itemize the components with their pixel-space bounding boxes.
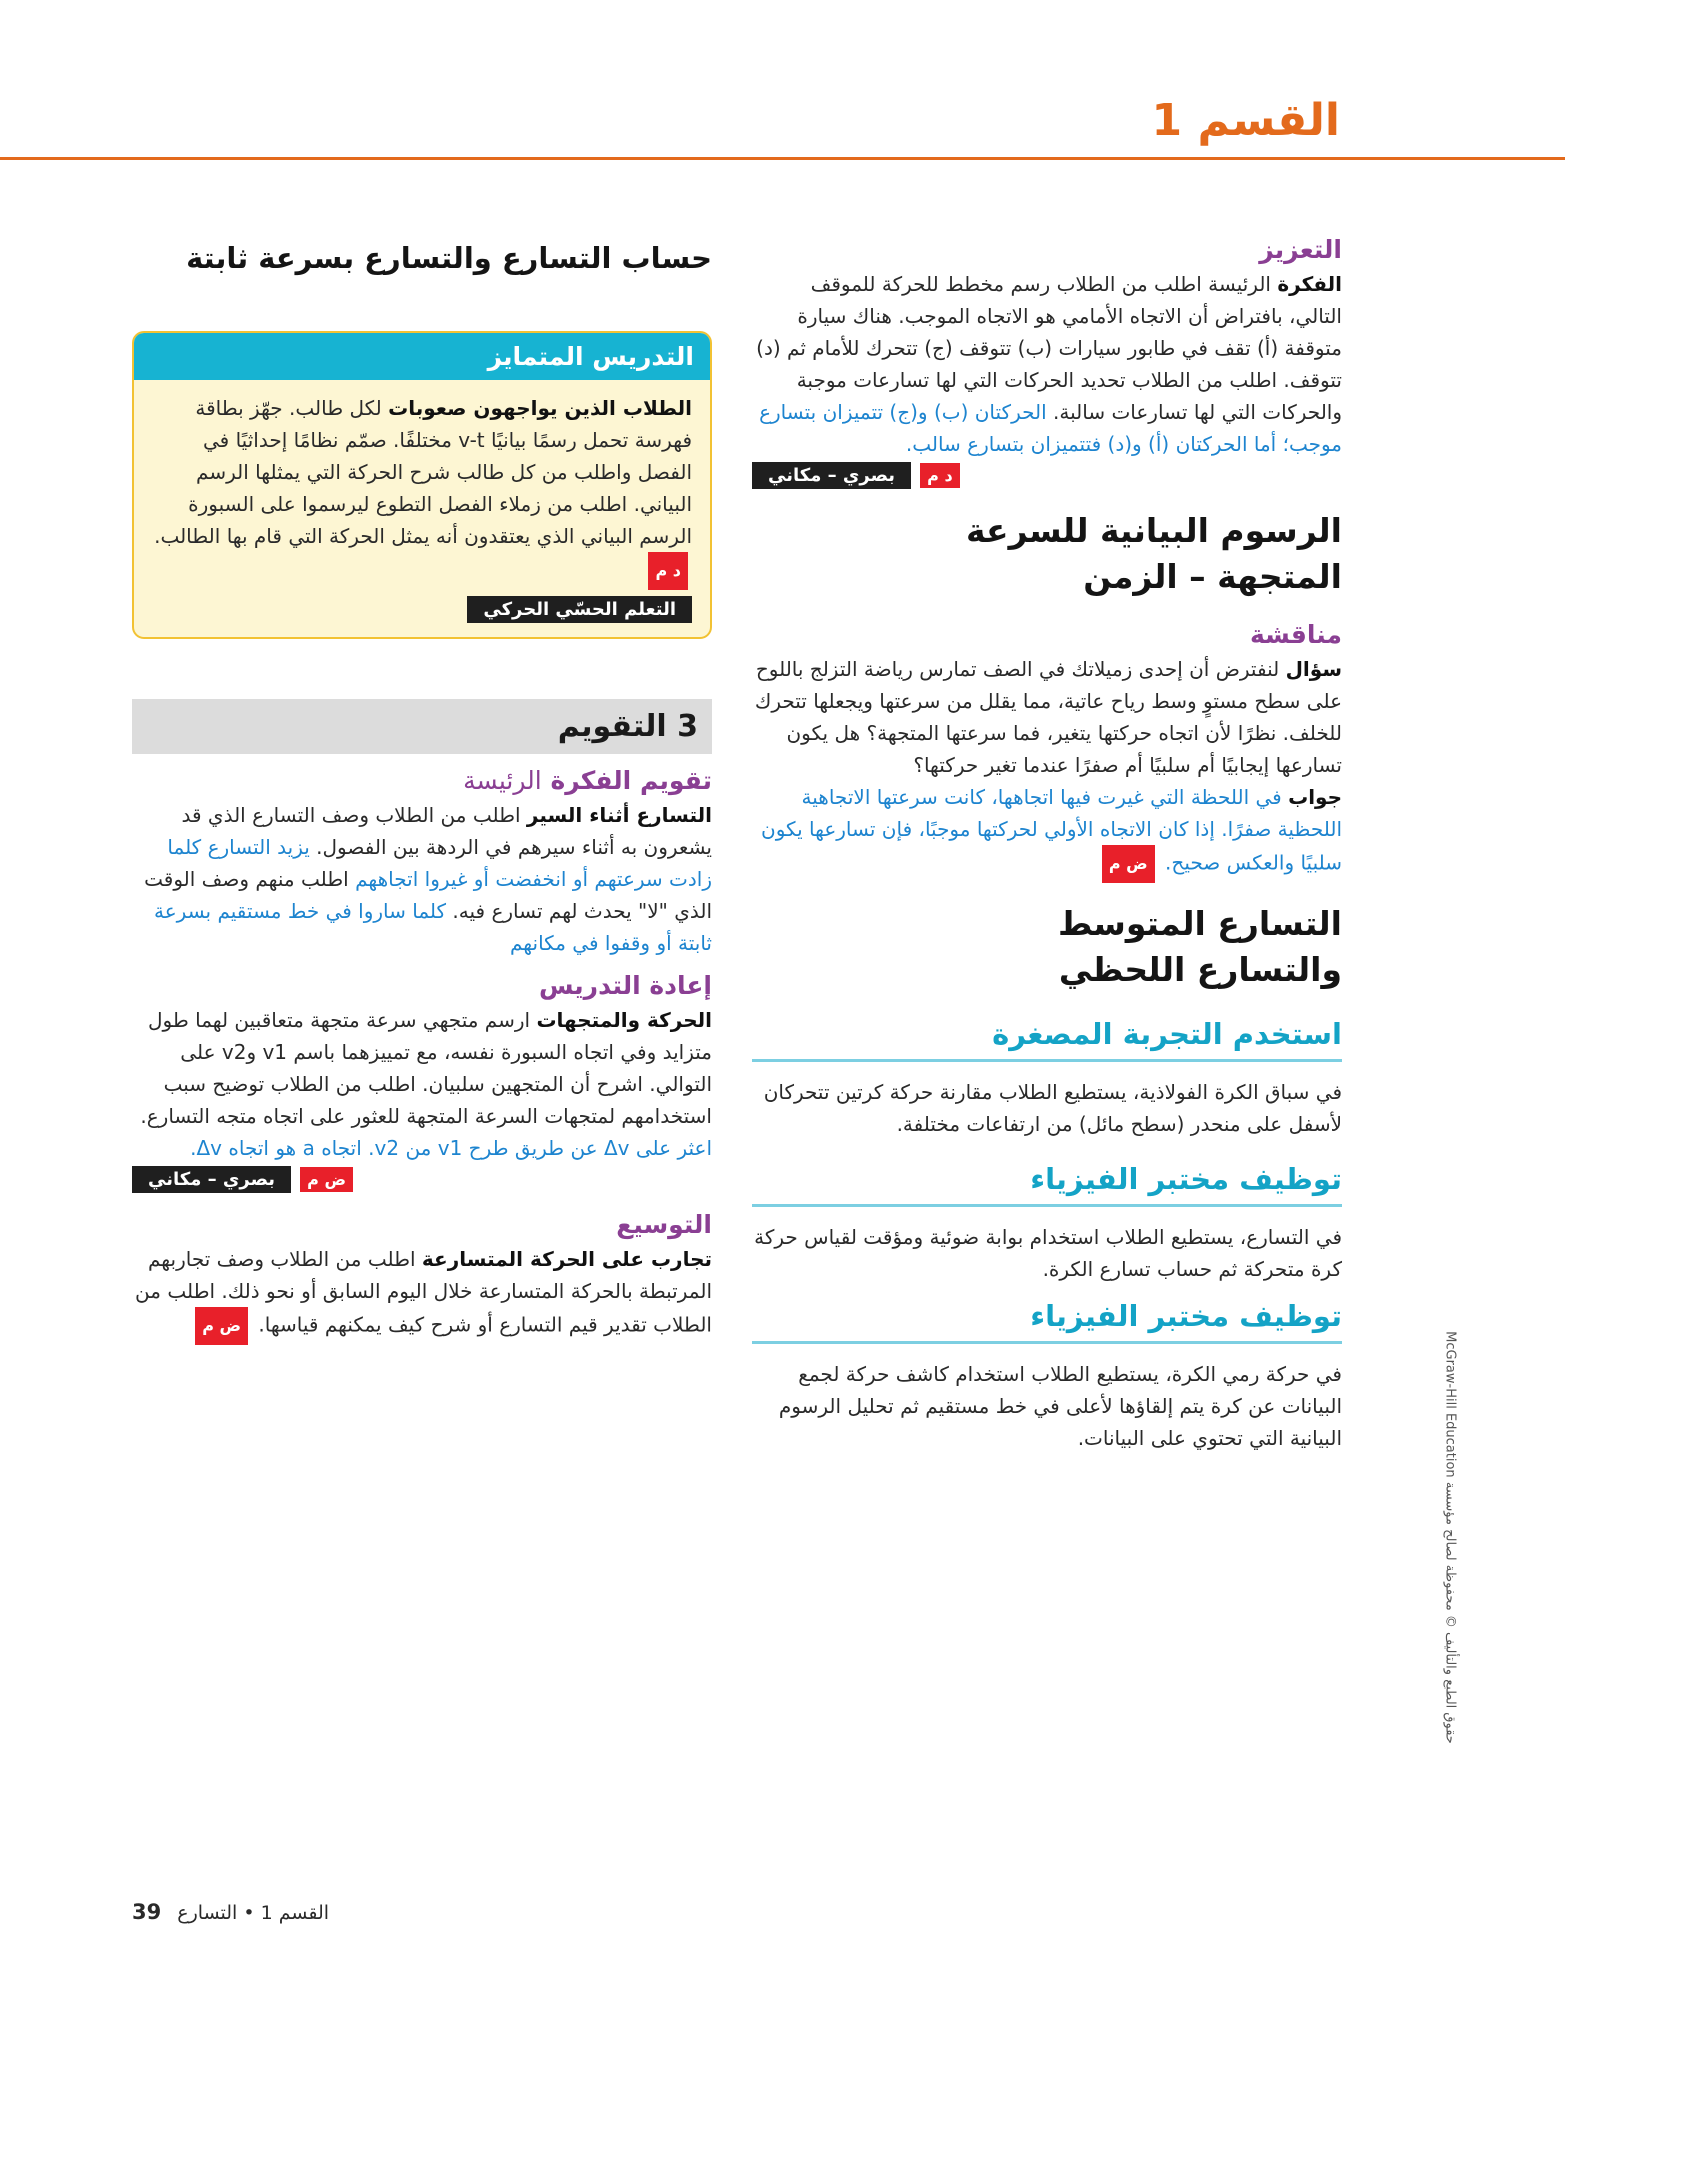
- extension-body: اطلب من الطلاب وصف تجاربهم المرتبطة بالحركة المتسارعة خلال اليوم السابق أو نحو ذلك. اطلب من الطلاب تقدير قيم التسارع أو شرح كيف يمكنهم قياسها.: [135, 1247, 712, 1337]
- footer-section-text: القسم 1 • التسارع: [177, 1902, 330, 1924]
- graphs-heading: الرسوم البيانية للسرعة المتجهة – الزمن: [966, 511, 1342, 596]
- assessment-heading: 3 التقويم: [132, 699, 712, 754]
- discussion-question: [752, 653, 1342, 781]
- reinforcement-body: الرئيسة اطلب من الطلاب رسم مخطط للحركة للموقف التالي، بافتراض أن الاتجاه الأمامي هو الاتجاه الموجب. هناك سيارة متوقفة (أ) تقف في طابور سيارات (ب) تتوقف (ج) تتحرك للأمام ثم (د) تتوقف. اطلب من الطلاب تحديد الحركات التي لها تسارعات موجبة والحركات التي لها تسارعات سالبة.: [756, 272, 1342, 424]
- reinforcement-heading: التعزيز: [1259, 235, 1342, 264]
- extension-label: تجارب على الحركة المتسارعة: [421, 1247, 712, 1271]
- physics-lab-block-2: [752, 1299, 1342, 1454]
- reteach-heading: إعادة التدريس: [538, 971, 712, 1000]
- average-acceleration-heading: التسارع المتوسط والتسارع اللحظي: [1058, 904, 1342, 989]
- learning-style-tag: بصري – مكاني: [752, 462, 911, 489]
- mini-lab-block: [752, 1017, 1342, 1140]
- differentiated-body-text: لكل طالب. جهّز بطاقة فهرسة تحمل رسمًا بيانيًا v-t مختلفًا. صمّم نظامًا إحداثيًا في الفصل واطلب من كل طالب شرح الحركة التي يمثلها الرسم البياني. اطلب من زملاء الفصل التطوع ليرسموا على السبورة الرسم البياني الذي يعتقدون أنه يمثل الحركة التي قام بها الطالب.: [154, 396, 692, 548]
- mini-lab-heading: استخدم التجربة المصغرة: [752, 1017, 1342, 1062]
- reinforcement-answer: الحركتان (ب) و(ج) تتميزان بتسارع موجب؛ أما الحركتان (أ) و(د) فتتميزان بتسارع سالب.: [759, 400, 1342, 456]
- extension-block: [132, 1210, 712, 1345]
- check-body-2: اطلب منهم وصف الوقت الذي "لا" يحدث لهم تسارع فيه.: [144, 867, 712, 923]
- reteach-tags: [132, 1166, 712, 1198]
- check-heading-light: الرئيسة: [463, 766, 542, 795]
- differentiated-instruction-box: [132, 331, 712, 639]
- check-main-idea-heading: [132, 766, 712, 795]
- discussion-block: [752, 620, 1342, 883]
- differentiated-label: الطلاب الذين يواجهون صعوبات: [388, 396, 692, 420]
- left-column: [132, 235, 712, 1345]
- page-number: 39: [132, 1900, 162, 1924]
- level-tag: د م: [648, 552, 688, 590]
- check-main-idea-block: [132, 766, 712, 959]
- learning-style-tag: التعلم الحسّي الحركي: [467, 596, 692, 623]
- check-heading-bold: تقويم الفكرة: [550, 766, 712, 795]
- reteach-block: [132, 971, 712, 1198]
- answer-text: في اللحظة التي غيرت فيها اتجاهها، كانت سرعتها الاتجاهية اللحظية صفرًا. إذا كان الاتجاه الأولي لحركتها موجبًا، فإن تسارعها يكون سلبيًا والعكس صحيح.: [761, 785, 1342, 875]
- page-footer: [132, 1900, 329, 1924]
- reteach-label: الحركة والمتجهات: [536, 1008, 712, 1032]
- extension-heading: التوسيع: [616, 1210, 712, 1239]
- extension-text: [132, 1243, 712, 1345]
- left-title: حساب التسارع والتسارع بسرعة ثابتة: [186, 241, 712, 275]
- header-rule: [0, 157, 1565, 160]
- check-label: التسارع أثناء السير: [526, 803, 712, 827]
- physics-lab-heading: توظيف مختبر الفيزياء: [752, 1299, 1342, 1344]
- level-tag: ض م: [1102, 845, 1155, 883]
- differentiated-heading: التدريس المتمايز: [134, 333, 710, 380]
- physics-lab-text: في التسارع، يستطيع الطلاب استخدام بوابة ضوئية ومؤقت لقياس حركة كرة متحركة ثم حساب تسارع الكرة.: [754, 1225, 1342, 1281]
- reinforcement-text: [752, 268, 1342, 460]
- reteach-answer: اعثر على Δv عن طريق طرح v1 من v2. اتجاه a هو اتجاه Δv.: [190, 1136, 712, 1160]
- reteach-text: [132, 1004, 712, 1164]
- differentiated-text: [152, 392, 692, 590]
- copyright-text: حقوق الطبع والتأليف © محفوظة لصالح مؤسسة McGraw-Hill Education: [1442, 1331, 1458, 1744]
- right-column: [752, 235, 1342, 1454]
- physics-lab-heading: توظيف مختبر الفيزياء: [752, 1162, 1342, 1207]
- differentiated-tags: [152, 596, 692, 623]
- learning-style-tag: بصري – مكاني: [132, 1166, 291, 1193]
- reinforcement-label: الفكرة: [1277, 272, 1342, 296]
- discussion-heading: مناقشة: [1249, 620, 1342, 649]
- check-body: اطلب من الطلاب وصف التسارع الذي قد يشعرون به أثناء سيرهم في الردهة بين الفصول.: [181, 803, 712, 859]
- level-tag: د م: [920, 463, 960, 488]
- question-text: لنفترض أن إحدى زميلاتك في الصف تمارس رياضة التزلج باللوح على سطح مستوٍ وسط رياح عاتية، مما يقلل من سرعتها ويجعلها تتحرك للخلف. نظرًا لأن اتجاه حركتها يتغير، فما سرعتها المتجهة؟ هل يكون تسارعها إيجابيًا أم سلبيًا أم صفرًا عندما تغير حركتها؟: [754, 657, 1342, 777]
- level-tag: ض م: [195, 1307, 248, 1345]
- question-label: سؤال: [1285, 657, 1342, 681]
- physics-lab-text: في حركة رمي الكرة، يستطيع الطلاب استخدام كاشف حركة لجمع البيانات عن كرة يتم إلقاؤها لأعلى في خط مستقيم ثم تحليل الرسوم البيانية التي تحتوي على البيانات.: [778, 1362, 1342, 1450]
- copyright-notice: [1440, 1290, 1456, 1790]
- level-tag: ض م: [300, 1167, 353, 1192]
- answer-label: جواب: [1288, 785, 1342, 809]
- reinforcement-tags: [752, 462, 1342, 494]
- check-answer: يزيد التسارع كلما زادت سرعتهم أو انخفضت أو غيروا اتجاههم: [167, 835, 712, 891]
- reinforcement-block: [752, 235, 1342, 494]
- mini-lab-text: في سباق الكرة الفولاذية، يستطيع الطلاب مقارنة حركة كرتين تتحركان لأسفل على منحدر (سطح مائل) من ارتفاعات مختلفة.: [763, 1080, 1342, 1136]
- section-title: القسم 1: [1151, 95, 1340, 146]
- reteach-body: ارسم متجهي سرعة متجهة متعاقبين لهما طول متزايد وفي اتجاه السبورة نفسه، مع تمييزهما باسم v1 وv2 على التوالي. اشرح أن المتجهين سلبيان. اطلب من الطلاب توضيح سبب استخدامهم لمتجهات السرعة المتجهة للعثور على اتجاه متجه التسارع.: [140, 1008, 712, 1128]
- discussion-answer: [752, 781, 1342, 883]
- differentiated-body: [134, 380, 710, 637]
- check-answer-2: كلما ساروا في خط مستقيم بسرعة ثابتة أو وقفوا في مكانهم: [154, 899, 712, 955]
- assessment-block: [132, 699, 712, 1345]
- physics-lab-block-1: [752, 1162, 1342, 1285]
- check-text: [132, 799, 712, 959]
